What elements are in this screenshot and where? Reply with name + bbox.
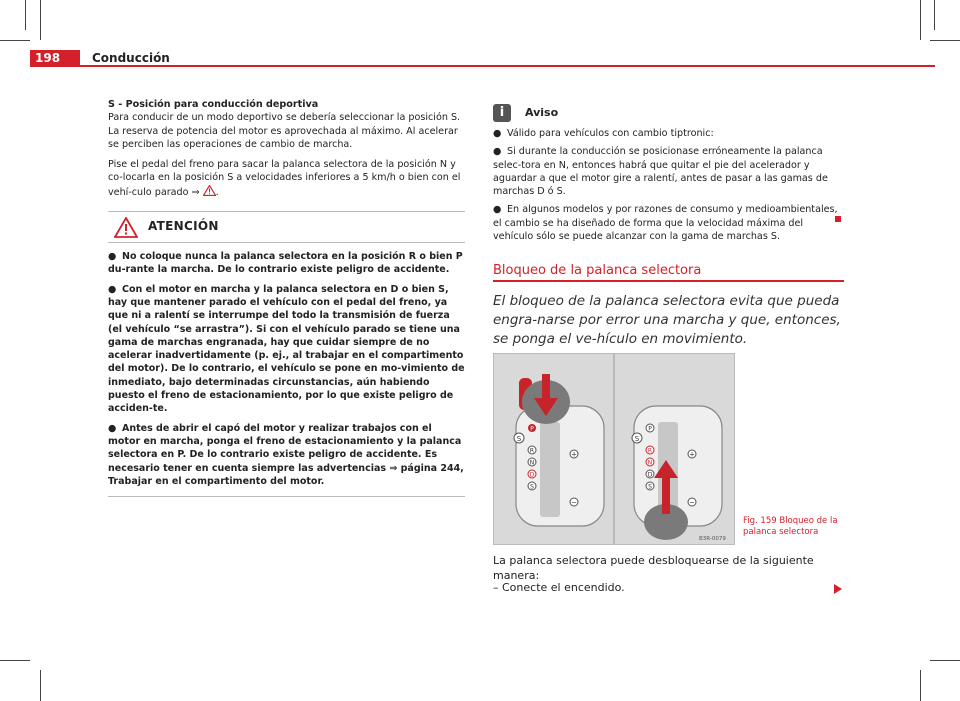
svg-text:S: S — [634, 435, 640, 443]
note-item-text: En algunos modelos y por razones de consumo y medioambientales, el cambio se ha diseñado de forma que la velocidad máxima del vehículo sólo se puede alcanzar con la gama de marchas S. — [493, 204, 838, 243]
paragraph: Para conducir de un modo deportivo se debería seleccionar la posición S. La reserva de potencia del motor es aprovechada al máximo. Al acelerar se perciben las operaciones de cambio de marcha. — [108, 112, 461, 150]
crop-mark — [934, 0, 935, 30]
section-title: S - Posición para conducción deportiva — [108, 99, 319, 110]
crop-mark — [0, 40, 30, 41]
paragraph — [108, 158, 465, 199]
s-badge: S — [516, 435, 522, 443]
note-item-text: Válido para vehículos con cambio tiptronic: — [507, 128, 714, 139]
header-rule — [30, 65, 935, 67]
warning-item: ● Antes de abrir el capó del motor y realizar trabajos con el motor en marcha, ponga el freno de estacionamiento y la palanca selectora en P. De lo contrario existe peligro de accidente. Es necesario tener en cuenta siempre las advertencias ⇒ página 244, Trabajar en el compartimento del motor. — [108, 422, 464, 487]
warning-triangle-icon — [114, 217, 138, 238]
warning-item-text: No coloque nunca la palanca selectora en la posición R o bien P du-rante la marcha. De lo contrario existe peligro de accidente. — [108, 251, 463, 276]
note-body — [493, 127, 846, 243]
svg-text:+: + — [689, 450, 695, 459]
gate-label: P — [648, 425, 652, 433]
left-column — [108, 98, 465, 497]
warning-header — [108, 212, 465, 243]
paragraph-end: . — [215, 186, 219, 198]
note-header — [493, 103, 846, 123]
paragraph-text: Pise el pedal del freno para sacar la palanca selectora de la posición N y co-locarla en la posición S a velocidades inferiores a 5 km/h o bien con el vehí-culo parado ⇒ — [108, 159, 461, 198]
crop-mark — [0, 660, 30, 661]
body-text: La palanca selectora puede desbloquearse de la siguiente manera: — [493, 554, 814, 582]
gate-label: D — [647, 471, 653, 479]
section-heading: Bloqueo de la palanca selectora — [493, 264, 844, 282]
note-item-text: Si durante la conducción se posicionase erróneamente la palanca selec-tora en N, entonces habrá que quitar el pie del acelerador y aguardar a que el motor gire a ralentí, antes de pasar a las gamas de marchas D ó S. — [493, 146, 828, 198]
warning-item-text: Antes de abrir el capó del motor y realizar trabajos con el motor en marcha, ponga el freno de estacionamiento y la palanca selectora en P. De lo contrario existe peligro de accidente. Es necesario tener en cuenta siempre las advertencias ⇒ página 244, Trabajar en el compartimento del motor. — [108, 422, 464, 487]
crop-mark — [920, 0, 921, 40]
note-title: Aviso — [525, 106, 559, 120]
minus-label: − — [571, 498, 577, 507]
svg-text:−: − — [689, 498, 695, 507]
right-column — [493, 103, 846, 594]
crop-mark — [40, 670, 41, 701]
arrow-right-icon — [834, 584, 842, 594]
figure-caption: Fig. 159 Bloqueo de la palanca selectora — [743, 516, 838, 537]
note-item: ● En algunos modelos y por razones de consumo y medioambientales, el cambio se ha diseñado de forma que la velocidad máxima del vehículo sólo se puede alcanzar con la gama de marchas S. — [493, 204, 838, 243]
crop-mark — [930, 660, 960, 661]
crop-mark — [40, 0, 41, 40]
warning-item: ● Con el motor en marcha y la palanca selectora en D o bien S, hay que mantener parado el vehículo con el pedal del freno, ya que ni a ralentí se interrumpe del todo la transmisión de fuerza (el vehículo “se arrastra”). Si con el vehículo parado se tiene una gama de marchas engranada, hay que cuidar siempre de no acelerar inadvertidamente (p. ej., al trabajar en el compartimento del motor). De lo contrario, el vehículo se pone en mo-vimiento de inmediato, bajo determinadas circunstancias, aún habiendo puesto el freno de estacionamiento, por lo que existe peligro de acciden-te. — [108, 283, 465, 415]
intro-text: El bloqueo de la palanca selectora evita que pueda engra-narse por error una marcha y que, entonces, se ponga el ve-hículo en movimiento. — [493, 293, 841, 347]
crop-mark — [930, 40, 960, 41]
step-item: – Conecte el encendido. — [493, 581, 625, 594]
section-end-marker — [835, 216, 841, 222]
crop-mark — [25, 0, 26, 30]
warning-triangle-icon — [203, 185, 216, 196]
warning-item-text: Con el motor en marcha y la palanca selectora en D o bien S, hay que mantener parado el vehículo con el pedal del freno, ya que ni a ralentí se interrumpe del todo la transmisión de fuerza (el vehículo “se arrastra”). Si con el vehículo parado se tiene una gama de marchas engranada, hay que cuidar siempre de no acelerar inadvertidamente (p. ej., al trabajar en el compartimento del motor). De lo contrario, el vehículo se pone en mo-vimiento de inmediato, bajo determinadas circunstancias, aún habiendo puesto el freno de estacionamiento, por lo que existe peligro de acciden-te. — [108, 283, 465, 415]
gate-label: S — [530, 483, 534, 491]
gate-label: N — [647, 459, 653, 467]
warning-item: ● No coloque nunca la palanca selectora en la posición R o bien P du-rante la marcha. De lo contrario existe peligro de accidente. — [108, 251, 463, 276]
note-item: ● Si durante la conducción se posicionase erróneamente la palanca selec-tora en N, entonces habrá que quitar el pie del acelerador y aguardar a que el motor gire a ralentí, antes de pasar a las gamas de marchas D ó S. — [493, 146, 828, 198]
figure-gear-selector — [493, 353, 735, 545]
crop-mark — [920, 670, 921, 701]
warning-body — [108, 243, 465, 496]
note-item: ● Válido para vehículos con cambio tiptronic: — [493, 128, 714, 139]
gate-label: R — [529, 447, 535, 455]
figure-illustration — [494, 354, 734, 544]
page-number: 198 — [30, 50, 80, 67]
warning-box — [108, 211, 465, 497]
gate-label: N — [529, 459, 535, 467]
note-icon: i — [493, 104, 511, 122]
figure-code: B3R-0079 — [699, 536, 726, 542]
gate-label: S — [648, 483, 652, 491]
warning-title: ATENCIÓN — [148, 219, 219, 234]
gate-label: R — [647, 447, 653, 455]
plus-label: + — [571, 450, 577, 459]
gate-label: D — [529, 471, 535, 479]
gate-label: P — [530, 425, 534, 433]
header-title: Conducción — [92, 51, 170, 65]
